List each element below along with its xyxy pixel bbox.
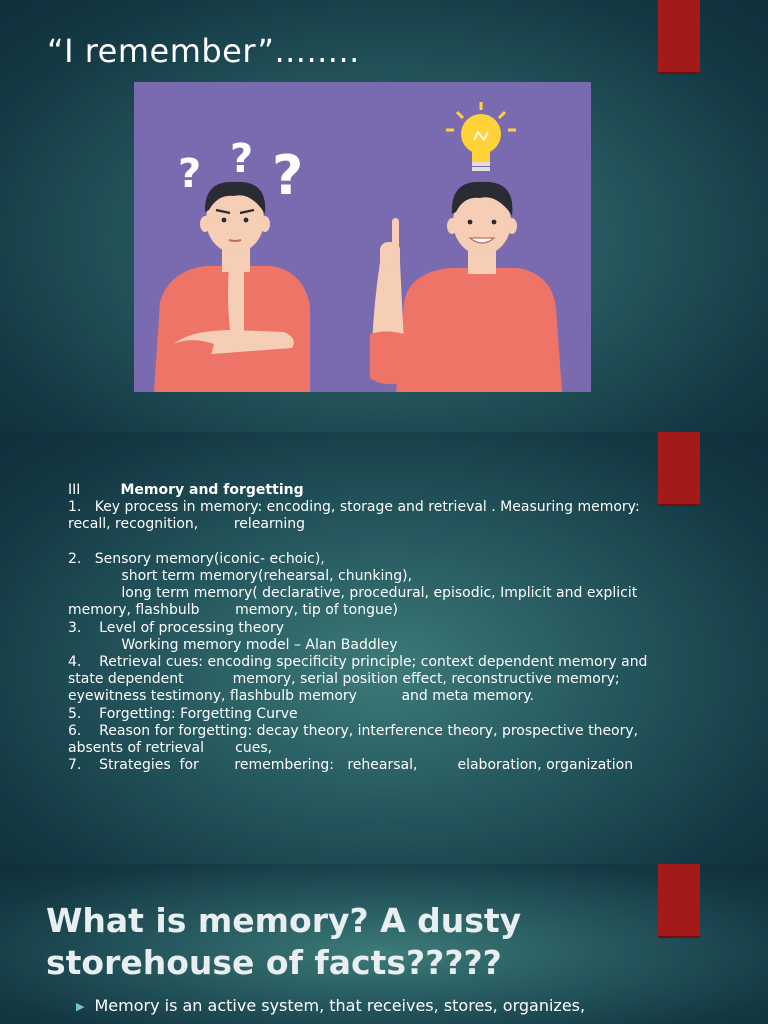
note-line: memory, flashbulb memory, tip of tongue) <box>68 602 398 619</box>
bullet-text: Memory is an active system, that receives, stores, organizes, <box>94 996 586 1015</box>
question-mark-icon: ? <box>272 144 304 207</box>
note-line: 6. Reason for forgetting: decay theory, interference theory, prospective theory, <box>68 722 639 739</box>
note-line: absents of retrieval cues, <box>68 740 273 757</box>
title-line: What is memory? A dusty <box>46 901 522 940</box>
idea-person <box>370 182 562 392</box>
note-line: 7. Strategies for remembering: rehearsal, elaboration, organization <box>68 757 634 774</box>
note-line: eyewitness testimony, flashbulb memory and meta memory. <box>68 688 534 705</box>
slide-notes <box>68 482 647 774</box>
accent-bar <box>658 432 700 506</box>
section-numeral: III <box>68 482 81 498</box>
title-line: storehouse of facts????? <box>46 943 502 982</box>
note-line: short term memory(rehearsal, chunking), <box>68 568 413 585</box>
illustration-svg <box>134 82 591 392</box>
note-line: 3. Level of processing theory <box>68 619 284 636</box>
slide-title <box>46 900 521 984</box>
bullet-item <box>76 996 585 1015</box>
note-line: long term memory( declarative, procedural, episodic, Implicit and explicit <box>68 585 638 602</box>
slide-title: “I remember”........ <box>47 32 360 70</box>
lightbulb-icon <box>446 102 516 171</box>
note-line: 5. Forgetting: Forgetting Curve <box>68 705 298 722</box>
note-line: state dependent memory, serial position effect, reconstructive memory; <box>68 671 620 688</box>
note-line: 1. Key process in memory: encoding, storage and retrieval . Measuring memory: <box>68 499 640 516</box>
question-mark-icon: ? <box>178 151 202 197</box>
accent-bar <box>658 0 700 74</box>
note-line: 4. Retrieval cues: encoding specificity principle; context dependent memory and <box>68 654 648 671</box>
thinking-person <box>154 182 310 392</box>
accent-bar <box>658 864 700 938</box>
slide-1 <box>0 0 768 432</box>
note-line: recall, recognition, relearning <box>68 516 306 533</box>
note-line: 2. Sensory memory(iconic- echoic), <box>68 550 325 567</box>
note-line: Working memory model – Alan Baddley <box>68 636 398 653</box>
section-heading: Memory and forgetting <box>120 482 304 498</box>
thinking-illustration <box>134 82 591 392</box>
bullet-triangle-icon: ▶ <box>76 1000 85 1013</box>
question-mark-icon: ? <box>230 136 254 182</box>
